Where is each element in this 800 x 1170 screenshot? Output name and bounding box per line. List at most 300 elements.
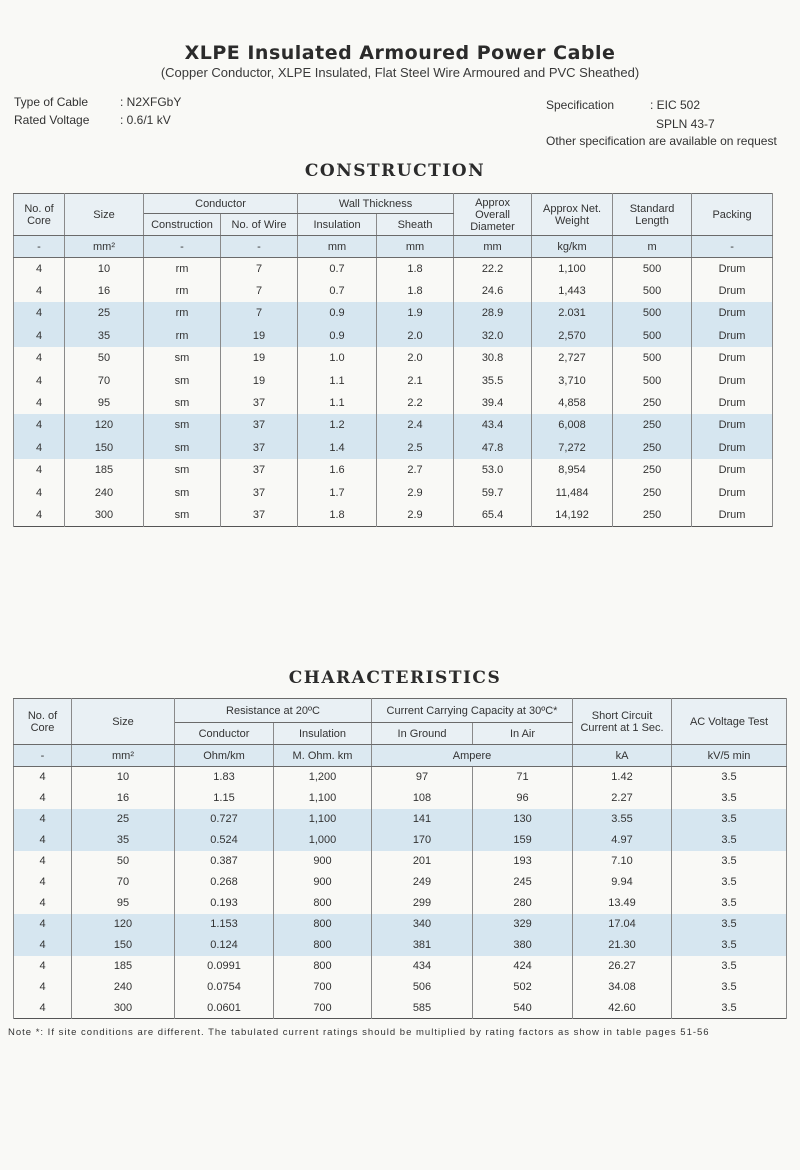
table-cell: 108 (372, 788, 473, 809)
table-cell: 16 (72, 788, 175, 809)
specification (546, 98, 700, 112)
col-group-resistance: Resistance at 20ºC (175, 699, 372, 723)
table-cell: 4,858 (532, 392, 613, 414)
table-cell: 1.9 (377, 302, 454, 324)
table-cell: 0.0754 (175, 977, 274, 998)
table-cell: 800 (274, 956, 372, 977)
table-row (14, 369, 773, 391)
table-cell: 4 (14, 437, 65, 459)
table-cell: 19 (221, 347, 298, 369)
table-cell: 96 (473, 788, 573, 809)
table-cell: 700 (274, 998, 372, 1019)
table-row (14, 893, 787, 914)
table-cell: 71 (473, 767, 573, 788)
col-group-current-capacity: Current Carrying Capacity at 30ºC* (372, 699, 573, 723)
table-cell: 2.1 (377, 369, 454, 391)
table-cell: 1,000 (274, 830, 372, 851)
table-cell: 500 (613, 280, 692, 302)
table-cell: 35 (65, 325, 144, 347)
table-cell: 250 (613, 504, 692, 526)
table-row (14, 258, 773, 280)
table-cell: 340 (372, 914, 473, 935)
table-cell: 1.6 (298, 459, 377, 481)
rated-voltage-value: : 0.6/1 kV (120, 113, 171, 127)
unit-cell: - (144, 236, 221, 258)
table-cell: 1.2 (298, 414, 377, 436)
table-cell: 540 (473, 998, 573, 1019)
table-cell: 65.4 (454, 504, 532, 526)
table-cell: Drum (692, 504, 773, 526)
characteristics-table (13, 698, 787, 1019)
table-cell: 10 (65, 258, 144, 280)
col-ac-voltage-test: AC Voltage Test (672, 699, 787, 745)
col-approx-net-weight: Approx Net. Weight (532, 194, 613, 236)
cable-type-value: : N2XFGbY (120, 95, 182, 109)
table-cell: 8,954 (532, 459, 613, 481)
table-cell: 250 (613, 459, 692, 481)
table-cell: 240 (65, 481, 144, 503)
table-row (14, 280, 773, 302)
table-cell: 120 (72, 914, 175, 935)
table-row (14, 459, 773, 481)
table-cell: 3.5 (672, 935, 787, 956)
table-cell: 9.94 (573, 872, 672, 893)
table-cell: 1.8 (377, 258, 454, 280)
table-cell: 4 (14, 935, 72, 956)
table-cell: 34.08 (573, 977, 672, 998)
table-cell: 4 (14, 998, 72, 1019)
rated-voltage-label: Rated Voltage (14, 113, 90, 127)
table-cell: 70 (65, 369, 144, 391)
specification-value-2: SPLN 43-7 (656, 117, 715, 131)
table-cell: 0.7 (298, 258, 377, 280)
table-cell: 16 (65, 280, 144, 302)
rated-voltage (14, 113, 171, 127)
col-short-circuit-current: Short Circuit Current at 1 Sec. (573, 699, 672, 745)
table-row (14, 392, 773, 414)
table-cell: 3.5 (672, 956, 787, 977)
table-cell: 500 (613, 347, 692, 369)
table-cell: 4 (14, 914, 72, 935)
characteristics-title: CHARACTERISTICS (288, 668, 502, 688)
document-title: XLPE Insulated Armoured Power Cable (184, 42, 616, 64)
unit-cell: mm (298, 236, 377, 258)
table-cell: 32.0 (454, 325, 532, 347)
table-cell: 47.8 (454, 437, 532, 459)
table-cell: 24.6 (454, 280, 532, 302)
table-cell: rm (144, 302, 221, 324)
table-cell: 4 (14, 302, 65, 324)
col-no-of-wire: No. of Wire (221, 214, 298, 236)
table-cell: 280 (473, 893, 573, 914)
table-row (14, 414, 773, 436)
table-cell: 4 (14, 809, 72, 830)
table-cell: 6,008 (532, 414, 613, 436)
units-row (14, 236, 773, 258)
table-cell: 19 (221, 369, 298, 391)
table-cell: 0.268 (175, 872, 274, 893)
table-cell: 381 (372, 935, 473, 956)
table-cell: 43.4 (454, 414, 532, 436)
table-cell: 21.30 (573, 935, 672, 956)
unit-cell: - (14, 745, 72, 767)
table-cell: 1.0 (298, 347, 377, 369)
table-row (14, 481, 773, 503)
table-cell: 141 (372, 809, 473, 830)
table-cell: 26.27 (573, 956, 672, 977)
col-approx-overall-diameter: Approx Overall Diameter (454, 194, 532, 236)
table-cell: 900 (274, 851, 372, 872)
table-cell: 3.5 (672, 788, 787, 809)
table-row (14, 347, 773, 369)
table-cell: 30.8 (454, 347, 532, 369)
col-in-air: In Air (473, 723, 573, 745)
table-cell: 7 (221, 258, 298, 280)
unit-cell: m (613, 236, 692, 258)
table-cell: Drum (692, 325, 773, 347)
table-cell: 4 (14, 872, 72, 893)
table-cell: 50 (72, 851, 175, 872)
unit-cell: mm² (65, 236, 144, 258)
unit-cell: Ohm/km (175, 745, 274, 767)
table-cell: 4 (14, 280, 65, 302)
table-cell: 17.04 (573, 914, 672, 935)
construction-title: CONSTRUCTION (304, 161, 486, 181)
table-cell: 0.7 (298, 280, 377, 302)
table-cell: 0.9 (298, 325, 377, 347)
table-cell: 7 (221, 280, 298, 302)
construction-table-body (14, 236, 773, 527)
cable-type (14, 95, 181, 109)
col-no-of-core: No. of Core (14, 194, 65, 236)
table-cell: 3.5 (672, 914, 787, 935)
table-cell: 240 (72, 977, 175, 998)
table-row (14, 956, 787, 977)
table-cell: 3.5 (672, 893, 787, 914)
table-cell: sm (144, 459, 221, 481)
table-cell: 4 (14, 414, 65, 436)
table-cell: 250 (613, 414, 692, 436)
table-cell: 4 (14, 956, 72, 977)
table-cell: 2.2 (377, 392, 454, 414)
table-cell: 1.1 (298, 392, 377, 414)
table-row (14, 302, 773, 324)
col-size: Size (65, 194, 144, 236)
table-cell: 25 (72, 809, 175, 830)
table-cell: 700 (274, 977, 372, 998)
table-cell: 97 (372, 767, 473, 788)
unit-cell: mm (377, 236, 454, 258)
table-cell: 0.524 (175, 830, 274, 851)
col-conductor-resistance: Conductor (175, 723, 274, 745)
table-row (14, 325, 773, 347)
unit-cell: - (221, 236, 298, 258)
table-cell: 37 (221, 392, 298, 414)
table-cell: 3.55 (573, 809, 672, 830)
table-cell: 3.5 (672, 872, 787, 893)
table-cell: 1.8 (298, 504, 377, 526)
unit-cell: kA (573, 745, 672, 767)
table-cell: 1,100 (532, 258, 613, 280)
table-cell: 37 (221, 459, 298, 481)
table-cell: 3,710 (532, 369, 613, 391)
col-insulation: Insulation (298, 214, 377, 236)
units-row (14, 745, 787, 767)
unit-cell: kg/km (532, 236, 613, 258)
col-insulation-resistance: Insulation (274, 723, 372, 745)
table-cell: 1.8 (377, 280, 454, 302)
table-cell: 245 (473, 872, 573, 893)
table-row (14, 914, 787, 935)
table-cell: 0.0991 (175, 956, 274, 977)
table-cell: 4 (14, 977, 72, 998)
table-cell: 800 (274, 893, 372, 914)
table-cell: 0.387 (175, 851, 274, 872)
table-cell: 3.5 (672, 767, 787, 788)
table-cell: 22.2 (454, 258, 532, 280)
table-cell: 10 (72, 767, 175, 788)
table-cell: 2,727 (532, 347, 613, 369)
table-cell: 185 (72, 956, 175, 977)
col-group-wall-thickness: Wall Thickness (298, 194, 454, 214)
table-row (14, 809, 787, 830)
table-cell: 59.7 (454, 481, 532, 503)
table-cell: 250 (613, 481, 692, 503)
table-cell: 95 (72, 893, 175, 914)
table-cell: Drum (692, 280, 773, 302)
specification-label: Specification (546, 98, 615, 112)
table-cell: 2.0 (377, 347, 454, 369)
table-cell: 1,200 (274, 767, 372, 788)
table-cell: 1.1 (298, 369, 377, 391)
table-cell: 70 (72, 872, 175, 893)
table-cell: 1.15 (175, 788, 274, 809)
table-cell: 2.031 (532, 302, 613, 324)
table-cell: 130 (473, 809, 573, 830)
table-cell: 1.153 (175, 914, 274, 935)
table-row (14, 851, 787, 872)
table-cell: 1.7 (298, 481, 377, 503)
col-construction: Construction (144, 214, 221, 236)
table-cell: Drum (692, 481, 773, 503)
col-in-ground: In Ground (372, 723, 473, 745)
table-cell: 185 (65, 459, 144, 481)
table-cell: 35 (72, 830, 175, 851)
table-cell: 502 (473, 977, 573, 998)
characteristics-table-body (14, 745, 787, 1019)
table-cell: Drum (692, 302, 773, 324)
table-cell: 250 (613, 437, 692, 459)
table-cell: 2,570 (532, 325, 613, 347)
table-cell: 150 (72, 935, 175, 956)
table-cell: 7.10 (573, 851, 672, 872)
table-cell: 4 (14, 258, 65, 280)
table-cell: 0.727 (175, 809, 274, 830)
table-cell: 0.193 (175, 893, 274, 914)
table-cell: 4 (14, 459, 65, 481)
unit-cell: mm² (72, 745, 175, 767)
table-cell: 500 (613, 325, 692, 347)
table-cell: 800 (274, 914, 372, 935)
table-cell: 120 (65, 414, 144, 436)
table-cell: 3.5 (672, 977, 787, 998)
table-cell: 4 (14, 788, 72, 809)
table-row (14, 437, 773, 459)
table-cell: 500 (613, 302, 692, 324)
table-cell: 2.0 (377, 325, 454, 347)
table-cell: 0.0601 (175, 998, 274, 1019)
table-row (14, 998, 787, 1019)
table-cell: 159 (473, 830, 573, 851)
table-cell: 424 (473, 956, 573, 977)
table-cell: 2.7 (377, 459, 454, 481)
table-cell: Drum (692, 437, 773, 459)
unit-cell: kV/5 min (672, 745, 787, 767)
table-cell: 37 (221, 414, 298, 436)
table-cell: 3.5 (672, 830, 787, 851)
table-cell: sm (144, 392, 221, 414)
table-cell: 19 (221, 325, 298, 347)
table-cell: 3.5 (672, 851, 787, 872)
table-cell: 25 (65, 302, 144, 324)
table-cell: 35.5 (454, 369, 532, 391)
table-cell: 4 (14, 369, 65, 391)
table-cell: 42.60 (573, 998, 672, 1019)
table-cell: 4 (14, 347, 65, 369)
table-row (14, 788, 787, 809)
table-cell: 7 (221, 302, 298, 324)
table-cell: 4 (14, 325, 65, 347)
table-cell: 2.4 (377, 414, 454, 436)
table-cell: 28.9 (454, 302, 532, 324)
unit-cell: - (692, 236, 773, 258)
unit-cell: M. Ohm. km (274, 745, 372, 767)
unit-cell: - (14, 236, 65, 258)
table-cell: 39.4 (454, 392, 532, 414)
table-cell: Drum (692, 459, 773, 481)
table-cell: 434 (372, 956, 473, 977)
table-row (14, 977, 787, 998)
table-cell: 1.4 (298, 437, 377, 459)
col-packing: Packing (692, 194, 773, 236)
table-cell: 329 (473, 914, 573, 935)
table-cell: 500 (613, 258, 692, 280)
table-cell: 4.97 (573, 830, 672, 851)
table-cell: sm (144, 504, 221, 526)
table-cell: 4 (14, 851, 72, 872)
footnote: Note *: If site conditions are different. The tabulated current ratings should be multiplied by rating factors as show in table pages 51-56 (8, 1027, 710, 1038)
table-cell: 14,192 (532, 504, 613, 526)
table-cell: Drum (692, 347, 773, 369)
table-cell: 2.9 (377, 504, 454, 526)
table-row (14, 504, 773, 526)
table-cell: 1.83 (175, 767, 274, 788)
table-row (14, 872, 787, 893)
table-cell: 3.5 (672, 998, 787, 1019)
table-cell: 4 (14, 481, 65, 503)
cable-type-label: Type of Cable (14, 95, 89, 109)
table-cell: 37 (221, 437, 298, 459)
table-cell: sm (144, 481, 221, 503)
table-cell: 500 (613, 369, 692, 391)
col-size: Size (72, 699, 175, 745)
col-standard-length: Standard Length (613, 194, 692, 236)
table-cell: sm (144, 369, 221, 391)
table-cell: 299 (372, 893, 473, 914)
document-subtitle: (Copper Conductor, XLPE Insulated, Flat Steel Wire Armoured and PVC Sheathed) (160, 65, 640, 80)
table-cell: rm (144, 280, 221, 302)
table-cell: 53.0 (454, 459, 532, 481)
unit-cell: Ampere (372, 745, 573, 767)
table-cell: 1,100 (274, 788, 372, 809)
table-cell: 380 (473, 935, 573, 956)
table-cell: 13.49 (573, 893, 672, 914)
table-cell: 4 (14, 504, 65, 526)
table-cell: 585 (372, 998, 473, 1019)
table-cell: 1,443 (532, 280, 613, 302)
specification-value-1: : EIC 502 (650, 98, 701, 112)
table-cell: 4 (14, 392, 65, 414)
table-cell: sm (144, 414, 221, 436)
table-cell: 37 (221, 504, 298, 526)
table-cell: 7,272 (532, 437, 613, 459)
table-row (14, 830, 787, 851)
table-cell: 250 (613, 392, 692, 414)
table-cell: Drum (692, 369, 773, 391)
table-cell: 2.27 (573, 788, 672, 809)
table-cell: 800 (274, 935, 372, 956)
table-cell: 37 (221, 481, 298, 503)
table-cell: 1,100 (274, 809, 372, 830)
table-cell: 201 (372, 851, 473, 872)
table-cell: Drum (692, 392, 773, 414)
table-cell: 4 (14, 893, 72, 914)
col-group-conductor: Conductor (144, 194, 298, 214)
table-cell: 300 (72, 998, 175, 1019)
table-cell: 900 (274, 872, 372, 893)
construction-table (13, 193, 773, 527)
table-row (14, 767, 787, 788)
table-cell: 2.5 (377, 437, 454, 459)
col-no-of-core: No. of Core (14, 699, 72, 745)
table-cell: 249 (372, 872, 473, 893)
table-cell: 150 (65, 437, 144, 459)
table-cell: 2.9 (377, 481, 454, 503)
table-cell: 0.9 (298, 302, 377, 324)
table-cell: 95 (65, 392, 144, 414)
table-cell: 193 (473, 851, 573, 872)
table-cell: Drum (692, 258, 773, 280)
specification-note: Other specification are available on request (546, 134, 777, 148)
table-cell: sm (144, 437, 221, 459)
table-cell: 506 (372, 977, 473, 998)
table-cell: rm (144, 325, 221, 347)
table-row (14, 935, 787, 956)
table-cell: Drum (692, 414, 773, 436)
table-cell: 300 (65, 504, 144, 526)
col-sheath: Sheath (377, 214, 454, 236)
table-cell: 11,484 (532, 481, 613, 503)
table-cell: 1.42 (573, 767, 672, 788)
table-cell: 0.124 (175, 935, 274, 956)
table-cell: rm (144, 258, 221, 280)
table-cell: sm (144, 347, 221, 369)
table-cell: 170 (372, 830, 473, 851)
unit-cell: mm (454, 236, 532, 258)
table-cell: 4 (14, 830, 72, 851)
table-cell: 3.5 (672, 809, 787, 830)
table-cell: 50 (65, 347, 144, 369)
